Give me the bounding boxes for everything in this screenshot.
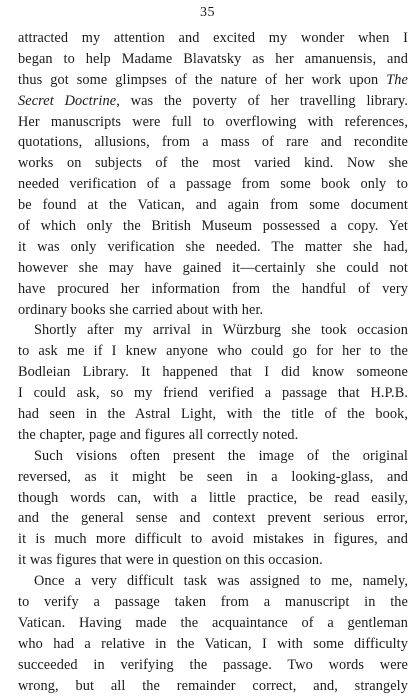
text-line-content: to verify a passage taken from a manuscript in the bbox=[18, 594, 408, 611]
text-line bbox=[18, 279, 408, 300]
text-line bbox=[18, 362, 408, 383]
text-line-content: needed verification of a passage from some book only to bbox=[18, 176, 408, 193]
text-line-content: it was only verification she needed. The matter she had, bbox=[18, 238, 408, 255]
text-line bbox=[18, 112, 408, 133]
text-line bbox=[18, 508, 408, 529]
body-text bbox=[18, 28, 408, 697]
text-line-content: Such visions often present the image of the original bbox=[34, 447, 408, 464]
text-line bbox=[18, 216, 408, 237]
text-line bbox=[18, 28, 408, 49]
text-line-content: of which only the British Museum possessed a copy. Yet bbox=[18, 218, 408, 235]
text-line-content: succeeded in verifying the passage. Two words were bbox=[18, 656, 408, 673]
text-line-content: ordinary books she carried about with her. bbox=[18, 301, 264, 318]
text-line bbox=[18, 676, 408, 697]
text-line bbox=[18, 634, 408, 655]
text-line bbox=[18, 341, 408, 362]
text-line-content: Vatican. Having made the acquaintance of a gentleman bbox=[18, 614, 408, 631]
text-line bbox=[18, 132, 408, 153]
text-line-content: reversed, as it might be seen in a looking-glass, and bbox=[18, 468, 408, 485]
text-line-content: works on subjects of the most varied kind. Now she bbox=[18, 155, 408, 172]
text-line bbox=[18, 592, 408, 613]
text-line bbox=[18, 258, 408, 279]
text-line bbox=[18, 49, 408, 70]
page-number: 35 bbox=[200, 5, 215, 20]
text-line-content: wrong, but all the remainder correct, and, strangely bbox=[18, 677, 408, 694]
text-line bbox=[18, 550, 408, 571]
text-line-content: Shortly after my arrival in Würzburg she took occasion bbox=[34, 322, 408, 339]
text-line bbox=[18, 70, 408, 91]
text-line-content: I could ask, so my friend verified a passage that H.P.B. bbox=[18, 385, 408, 402]
text-line-content: the chapter, page and figures all correctly noted. bbox=[18, 426, 299, 443]
text-line bbox=[18, 237, 408, 258]
text-line bbox=[18, 174, 408, 195]
text-line bbox=[18, 613, 408, 634]
text-line-content: thus got some glimpses of the nature of her work upon bbox=[18, 71, 387, 88]
text-line-content: and the general sense and context prevent serious error, bbox=[18, 510, 408, 527]
text-line-content: to ask me if I knew anyone who could go for her to the bbox=[18, 343, 408, 360]
text-line-content: it was figures that were in question on this occasion. bbox=[18, 552, 323, 569]
text-line-content: who had a relative in the Vatican, I with some difficulty bbox=[18, 635, 408, 652]
text-line bbox=[18, 425, 408, 446]
book-title-italic: Secret Doctrine bbox=[18, 92, 117, 109]
text-line bbox=[18, 300, 408, 321]
text-line-content: it is much more difficult to avoid mistakes in figures, and bbox=[18, 531, 408, 548]
text-line bbox=[18, 571, 408, 592]
text-line-content: have procured her information from the handful of very bbox=[18, 280, 408, 297]
text-line bbox=[18, 467, 408, 488]
text-line bbox=[18, 529, 408, 550]
text-line-content: Bodleian Library. It happened that I did know someone bbox=[18, 364, 408, 381]
text-line-content: however she may have gained it—certainly she could not bbox=[18, 259, 408, 276]
text-line-content: had seen in the Astral Light, with the title of the book, bbox=[18, 406, 408, 423]
text-line bbox=[18, 153, 408, 174]
text-line bbox=[18, 320, 408, 341]
text-line bbox=[18, 195, 408, 216]
text-line-content: though words can, with a little practice, be read easily, bbox=[18, 489, 408, 506]
text-line bbox=[18, 446, 408, 467]
text-line-content: quotations, allusions, from a mass of rare and recondite bbox=[18, 134, 408, 151]
text-line bbox=[18, 91, 408, 112]
text-line bbox=[18, 404, 408, 425]
text-line-content: attracted my attention and excited my wonder when I bbox=[18, 30, 408, 46]
text-line-content: began to help Madame Blavatsky as her amanuensis, and bbox=[18, 50, 408, 67]
text-line-content: , was the poverty of her travelling library. bbox=[116, 92, 408, 109]
text-line-content: be found at the Vatican, and again from some document bbox=[18, 197, 408, 214]
text-line-content: Once a very difficult task was assigned to me, namely, bbox=[34, 573, 408, 590]
text-line bbox=[18, 488, 408, 509]
book-title-italic: The bbox=[386, 71, 408, 88]
text-line bbox=[18, 383, 408, 404]
text-line bbox=[18, 655, 408, 676]
text-line-content: Her manuscripts were full to overflowing with references, bbox=[18, 113, 408, 130]
